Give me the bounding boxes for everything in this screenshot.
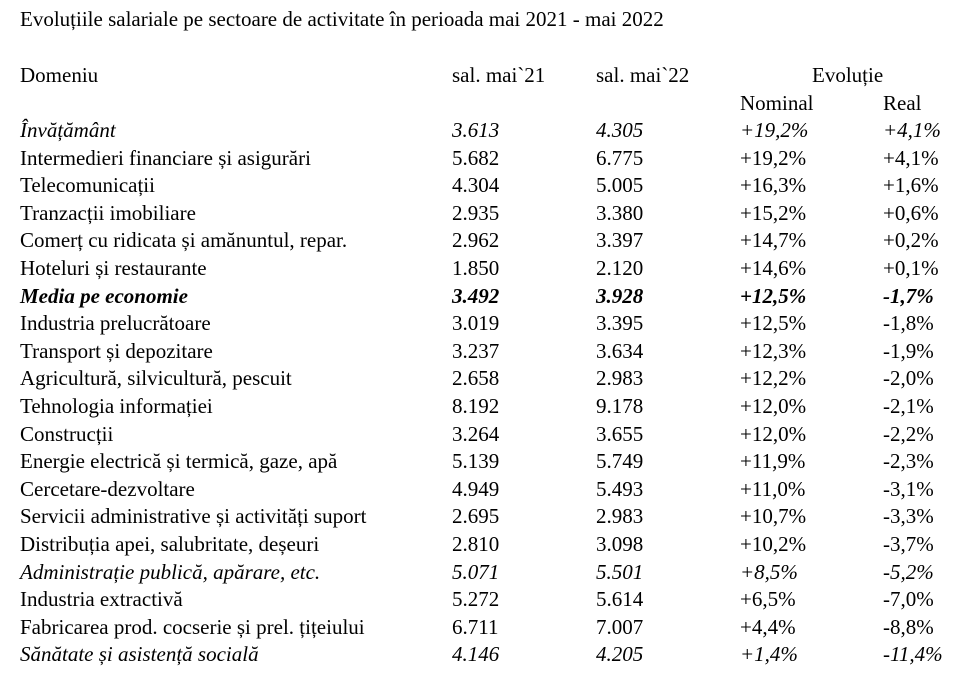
- table-row: [0, 366, 975, 394]
- table-row: [0, 284, 975, 312]
- row-sal-mai-21: 3.264: [452, 421, 500, 446]
- row-domeniu: Intermedieri financiare și asigurări: [20, 145, 311, 170]
- row-real: +0,6%: [883, 200, 939, 225]
- table-row: [0, 477, 975, 505]
- row-real: -1,7%: [883, 283, 934, 308]
- row-domeniu: Distribuția apei, salubritate, deșeuri: [20, 532, 320, 556]
- row-domeniu: Telecomunicații: [20, 173, 155, 198]
- row-nominal: +19,2%: [740, 145, 807, 170]
- row-nominal: +12,2%: [740, 366, 807, 391]
- header-sal-mai-22: sal. mai`22: [596, 63, 690, 87]
- table-row: [0, 394, 975, 422]
- table-row: [0, 560, 975, 588]
- row-nominal: +10,7%: [740, 504, 807, 529]
- row-nominal: +15,2%: [740, 200, 807, 225]
- row-real: -2,0%: [883, 366, 934, 391]
- row-real: -8,8%: [883, 614, 934, 639]
- row-sal-mai-21: 4.146: [452, 642, 500, 667]
- row-nominal: +14,6%: [740, 256, 807, 280]
- table-row: [0, 422, 975, 450]
- row-domeniu: Comerț cu ridicata și amănuntul, repar.: [20, 228, 348, 253]
- row-sal-mai-21: 2.695: [452, 504, 500, 529]
- row-sal-mai-22: 5.005: [596, 173, 644, 198]
- row-domeniu: Fabricarea prod. cocserie și prel. țițeiului: [20, 614, 365, 639]
- row-sal-mai-21: 4.949: [452, 476, 500, 501]
- table-row: [0, 339, 975, 367]
- table-title: Evoluțiile salariale pe sectoare de activitate în perioada mai 2021 - mai 2022: [20, 7, 664, 31]
- row-domeniu: Cercetare-dezvoltare: [20, 476, 195, 501]
- row-nominal: +11,0%: [740, 476, 806, 501]
- row-real: +1,6%: [883, 173, 939, 198]
- table-row: [0, 173, 975, 201]
- row-sal-mai-22: 3.098: [596, 532, 644, 556]
- row-nominal: +12,3%: [740, 338, 807, 363]
- row-domeniu: Media pe economie: [20, 283, 188, 308]
- row-nominal: +12,5%: [740, 311, 807, 336]
- row-sal-mai-21: 3.237: [452, 338, 500, 363]
- row-nominal: +6,5%: [740, 587, 796, 612]
- row-sal-mai-21: 3.613: [452, 118, 500, 142]
- row-sal-mai-22: 9.178: [596, 394, 644, 418]
- row-sal-mai-21: 2.658: [452, 366, 500, 391]
- row-real: -7,0%: [883, 587, 934, 612]
- row-sal-mai-21: 3.492: [452, 283, 500, 308]
- row-nominal: +11,9%: [740, 449, 806, 474]
- row-sal-mai-22: 3.655: [596, 421, 644, 446]
- row-real: -3,3%: [883, 504, 934, 529]
- row-sal-mai-22: 5.493: [596, 476, 644, 501]
- row-sal-mai-22: 2.983: [596, 366, 644, 391]
- row-sal-mai-22: 5.749: [596, 449, 644, 474]
- row-nominal: +4,4%: [740, 614, 796, 639]
- row-sal-mai-22: 4.305: [596, 118, 644, 142]
- row-sal-mai-21: 5.682: [452, 145, 500, 170]
- row-domeniu: Agricultură, silvicultură, pescuit: [20, 366, 292, 391]
- row-sal-mai-21: 5.071: [452, 559, 500, 584]
- row-sal-mai-21: 6.711: [452, 614, 499, 639]
- row-real: -2,1%: [883, 394, 934, 418]
- table-row: [0, 642, 975, 670]
- table-row: [0, 228, 975, 256]
- table-row: [0, 146, 975, 174]
- row-domeniu: Tranzacții imobiliare: [20, 200, 196, 225]
- row-real: -5,2%: [883, 559, 934, 584]
- row-real: +0,1%: [883, 256, 939, 280]
- row-sal-mai-22: 7.007: [596, 614, 644, 639]
- row-nominal: +10,2%: [740, 532, 807, 556]
- header-domeniu: Domeniu: [20, 63, 99, 87]
- row-sal-mai-22: 3.380: [596, 200, 644, 225]
- table-row: [0, 256, 975, 284]
- row-sal-mai-21: 8.192: [452, 394, 500, 418]
- row-nominal: +14,7%: [740, 228, 807, 253]
- header-evolutie: Evoluție: [812, 63, 884, 87]
- row-domeniu: Energie electrică și termică, gaze, apă: [20, 449, 338, 474]
- row-real: -1,8%: [883, 311, 934, 336]
- row-sal-mai-21: 2.810: [452, 532, 500, 556]
- row-sal-mai-22: 4.205: [596, 642, 644, 667]
- row-domeniu: Industria prelucrătoare: [20, 311, 211, 336]
- row-nominal: +19,2%: [740, 118, 809, 142]
- row-sal-mai-21: 4.304: [452, 173, 500, 198]
- table-row: [0, 587, 975, 615]
- row-real: -2,3%: [883, 449, 934, 474]
- row-real: +0,2%: [883, 228, 939, 253]
- row-sal-mai-21: 3.019: [452, 311, 500, 336]
- row-nominal: +12,0%: [740, 394, 807, 418]
- row-sal-mai-22: 3.634: [596, 338, 644, 363]
- row-sal-mai-21: 2.935: [452, 200, 500, 225]
- row-real: -11,4%: [883, 642, 943, 667]
- table-row: [0, 201, 975, 229]
- row-nominal: +12,0%: [740, 421, 807, 446]
- table-row: [0, 449, 975, 477]
- row-domeniu: Tehnologia informației: [20, 394, 213, 418]
- header-real: Real: [883, 91, 922, 115]
- row-domeniu: Hoteluri și restaurante: [20, 256, 207, 280]
- row-sal-mai-21: 1.850: [452, 256, 500, 280]
- row-sal-mai-22: 2.983: [596, 504, 644, 529]
- row-domeniu: Transport și depozitare: [20, 338, 213, 363]
- row-nominal: +16,3%: [740, 173, 807, 198]
- row-real: -3,1%: [883, 476, 934, 501]
- row-sal-mai-22: 6.775: [596, 145, 644, 170]
- row-domeniu: Industria extractivă: [20, 587, 183, 612]
- row-sal-mai-22: 3.928: [596, 283, 644, 308]
- row-sal-mai-22: 2.120: [596, 256, 644, 280]
- row-sal-mai-22: 3.397: [596, 228, 644, 253]
- table-row: [0, 311, 975, 339]
- table-row: [0, 532, 975, 560]
- row-nominal: +8,5%: [740, 559, 798, 584]
- row-domeniu: Sănătate și asistență socială: [20, 642, 259, 667]
- table-row: [0, 504, 975, 532]
- row-domeniu: Învățământ: [20, 118, 116, 142]
- table-row: [0, 615, 975, 643]
- header-sal-mai-21: sal. mai`21: [452, 63, 546, 87]
- row-real: -3,7%: [883, 532, 934, 556]
- row-domeniu: Administrație publică, apărare, etc.: [20, 559, 321, 584]
- row-real: -1,9%: [883, 338, 934, 363]
- header-nominal: Nominal: [740, 91, 814, 115]
- row-domeniu: Servicii administrative și activități suport: [20, 504, 367, 529]
- row-nominal: +1,4%: [740, 642, 798, 667]
- table-row: [0, 118, 975, 146]
- row-real: +4,1%: [883, 145, 939, 170]
- row-real: +4,1%: [883, 118, 941, 142]
- row-real: -2,2%: [883, 421, 934, 446]
- row-sal-mai-22: 3.395: [596, 311, 644, 336]
- row-sal-mai-21: 5.272: [452, 587, 500, 612]
- row-domeniu: Construcții: [20, 421, 114, 446]
- row-sal-mai-21: 5.139: [452, 449, 500, 474]
- row-nominal: +12,5%: [740, 283, 807, 308]
- row-sal-mai-22: 5.614: [596, 587, 644, 612]
- row-sal-mai-22: 5.501: [596, 559, 644, 584]
- row-sal-mai-21: 2.962: [452, 228, 500, 253]
